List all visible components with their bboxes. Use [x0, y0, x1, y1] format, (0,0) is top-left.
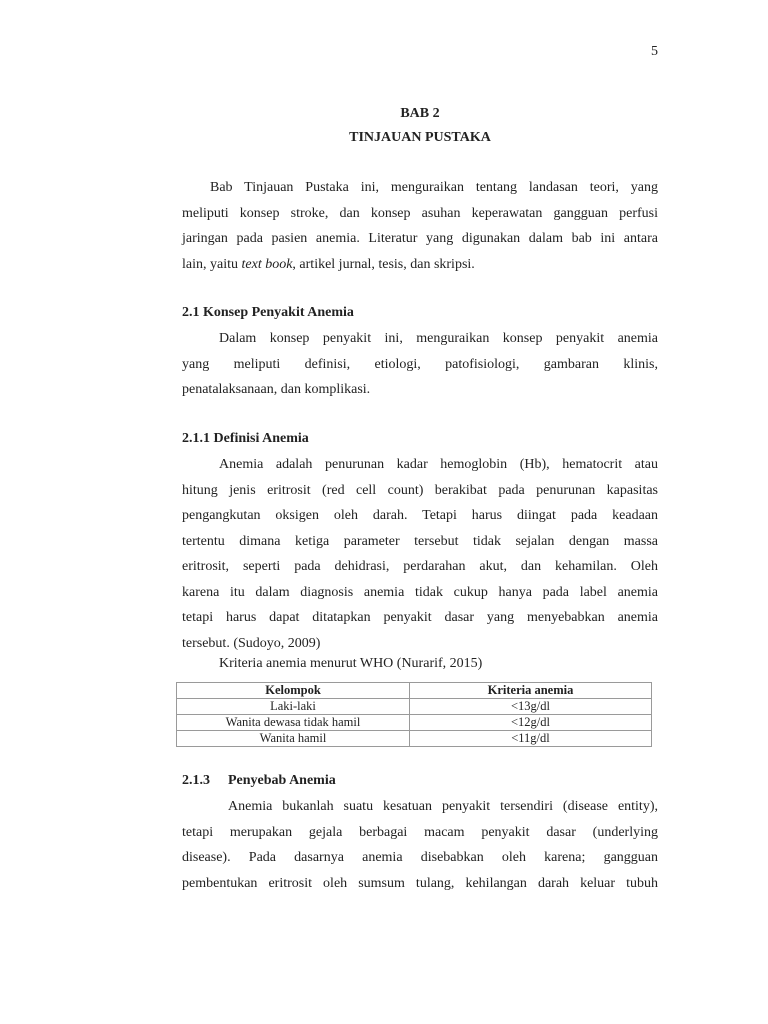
section-2-1-3-number: 2.1.3 — [182, 773, 210, 788]
section-2-1-line-3: penatalaksanaan, dan komplikasi. — [182, 382, 371, 397]
section-2-1-heading: 2.1 Konsep Penyakit Anemia — [182, 305, 354, 320]
section-2-1-1-heading: 2.1.1 Definisi Anemia — [182, 431, 309, 446]
section-2-1-line-2: yang meliputi definisi, etiologi, patofisiologi, gambaran klinis, — [182, 356, 658, 372]
intro-line-2: meliputi konsep stroke, dan konsep asuhan keperawatan gangguan perfusi — [182, 205, 658, 221]
intro-line-4-before: lain, yaitu — [182, 256, 242, 272]
section-2-1-1-line-1: Anemia adalah penurunan kadar hemoglobin (Hb), hematocrit atau — [219, 457, 658, 472]
section-2-1-3-title: Penyebab Anemia — [228, 773, 336, 788]
chapter-title: TINJAUAN PUSTAKA — [349, 130, 491, 145]
section-2-1-3-line-3: disease). Pada dasarnya anemia disebabkan oleh karena; gangguan — [182, 850, 658, 865]
table-cell-group: Wanita dewasa tidak hamil — [177, 715, 410, 731]
intro-line-4-after: , artikel jurnal, tesis, dan skripsi. — [292, 256, 475, 272]
section-2-1-line-1: Dalam konsep penyakit ini, menguraikan konsep penyakit anemia — [219, 331, 658, 346]
intro-paragraph — [182, 175, 658, 277]
section-2-1-1-paragraph — [182, 452, 658, 656]
table-cell-group: Wanita hamil — [177, 731, 410, 747]
section-2-1-3-line-1: Anemia bukanlah suatu kesatuan penyakit tersendiri (disease entity), — [228, 799, 658, 814]
table-header-kriteria: Kriteria anemia — [410, 683, 652, 699]
section-2-1-3-line-2: tetapi merupakan gejala berbagai macam penyakit dasar (underlying — [182, 824, 658, 840]
table-row — [177, 715, 652, 731]
section-2-1-paragraph — [182, 326, 658, 403]
section-2-1-1-line-4: tertentu dimana ketiga parameter tersebut tidak sejalan dengan massa — [182, 533, 658, 549]
section-2-1-1-line-8: tersebut. (Sudoyo, 2009) — [182, 635, 321, 651]
intro-italic-term: text book — [241, 256, 293, 272]
table-row — [177, 699, 652, 715]
section-2-1-3-line-4: pembentukan eritrosit oleh sumsum tulang, kehilangan darah keluar tubuh — [182, 875, 658, 891]
section-2-1-1-line-7: tetapi harus dapat ditatapkan penyakit dasar yang menyebabkan anemia — [182, 610, 658, 625]
table-cell-criteria: <12g/dl — [410, 715, 652, 731]
table-caption: Kriteria anemia menurut WHO (Nurarif, 2015) — [219, 656, 483, 671]
table-cell-group: Laki-laki — [177, 699, 410, 715]
chapter-number: BAB 2 — [400, 106, 440, 121]
table-cell-criteria: <11g/dl — [410, 731, 652, 747]
table-header-row — [177, 683, 652, 699]
table-row — [177, 731, 652, 747]
table-header-kelompok: Kelompok — [177, 683, 410, 699]
section-2-1-1-line-6: karena itu dalam diagnosis anemia tidak cukup hanya pada label anemia — [182, 584, 658, 600]
section-2-1-3-heading — [182, 773, 336, 789]
section-2-1-1-line-3: pengangkutan oksigen oleh darah. Tetapi harus diingat pada keadaan — [182, 508, 658, 523]
section-2-1-1-line-2: hitung jenis eritrosit (red cell count) berakibat pada penurunan kapasitas — [182, 482, 658, 498]
section-2-1-3-paragraph — [182, 794, 658, 896]
intro-line-3: jaringan pada pasien anemia. Literatur yang digunakan dalam bab ini antara — [182, 231, 658, 246]
table-cell-criteria: <13g/dl — [410, 699, 652, 715]
page-number: 5 — [651, 44, 658, 59]
anemia-criteria-table — [176, 682, 652, 747]
section-2-1-1-line-5: eritrosit, seperti pada dehidrasi, perdarahan akut, dan kehamilan. Oleh — [182, 559, 658, 574]
intro-line-1: Bab Tinjauan Pustaka ini, menguraikan tentang landasan teori, yang — [210, 180, 658, 195]
intro-line-4 — [182, 252, 658, 278]
